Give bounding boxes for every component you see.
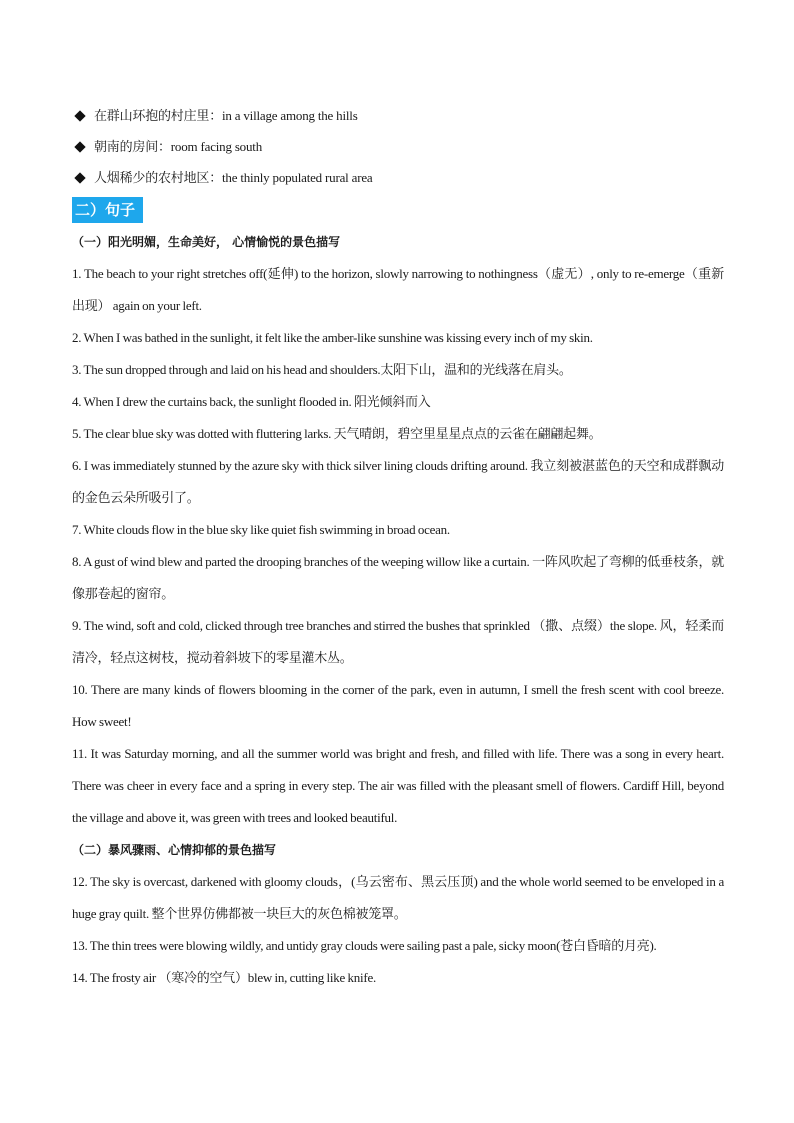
list-item — [72, 162, 724, 193]
sentence-item: 11. It was Saturday morning, and all the summer world was bright and fresh, and filled with life. There was a song in every heart. There was cheer in every face and a spring in every step. The air was filled with the pleasant smell of flowers. Cardiff Hill, beyond the village and above it, was green with trees and looked beautiful. — [72, 746, 724, 825]
sentence-item: 5. The clear blue sky was dotted with fluttering larks. 天气晴朗，碧空里星星点点的云雀在翩翩起舞。 — [72, 426, 602, 441]
sentence-item: 13. The thin trees were blowing wildly, and untidy gray clouds were sailing past a pale, sicky moon(苍白昏暗的月亮). — [72, 938, 657, 953]
phrase-text: 朝南的房间：room facing south — [94, 139, 262, 154]
sentence-item: 6. I was immediately stunned by the azure sky with thick silver lining clouds drifting around. 我立刻被湛蓝色的天空和成群飘动的金色云朵所吸引了。 — [72, 458, 724, 505]
section-title-badge: 二）句子 — [72, 197, 143, 223]
sentence-item: 1. The beach to your right stretches off(延伸) to the horizon, slowly narrowing to nothingness（虚无）, only to re-emerge（重新出现） again on your left. — [72, 266, 724, 313]
sentence-item: 8. A gust of wind blew and parted the drooping branches of the weeping willow like a curtain. 一阵风吹起了弯柳的低垂枝条，就像那卷起的窗帘。 — [72, 554, 724, 601]
subsection-stormy — [72, 834, 724, 994]
diamond-bullet-icon — [74, 110, 85, 121]
subsection-sunny — [72, 226, 724, 834]
sentence-item: 14. The frosty air （寒冷的空气）blew in, cutting like knife. — [72, 970, 376, 985]
sentence-item: 7. White clouds flow in the blue sky like quiet fish swimming in broad ocean. — [72, 522, 450, 537]
phrase-text: 在群山环抱的村庄里：in a village among the hills — [94, 108, 358, 123]
subsection-heading: （一）阳光明媚，生命美好， 心情愉悦的景色描写 — [72, 235, 341, 249]
subsection-heading: （二）暴风骤雨、心情抑郁的景色描写 — [72, 843, 277, 857]
sentence-item: 4. When I drew the curtains back, the sunlight flooded in. 阳光倾斜而入 — [72, 394, 431, 409]
phrase-text: 人烟稀少的农村地区：the thinly populated rural area — [94, 170, 373, 185]
diamond-bullet-icon — [74, 172, 85, 183]
document-page — [72, 100, 724, 994]
list-item — [72, 100, 724, 131]
diamond-bullet-icon — [74, 141, 85, 152]
sentence-item: 3. The sun dropped through and laid on his head and shoulders.太阳下山，温和的光线落在肩头。 — [72, 362, 572, 377]
sentence-item: 2. When I was bathed in the sunlight, it felt like the amber-like sunshine was kissing every inch of my skin. — [72, 330, 593, 345]
sentence-item: 9. The wind, soft and cold, clicked through tree branches and stirred the bushes that sprinkled （撒、点缀）the slope. 风，轻柔而清冷，轻点这树枝，搅动着斜坡下的零星灌木丛。 — [72, 618, 724, 665]
sentence-item: 10. There are many kinds of flowers blooming in the corner of the park, even in autumn, I smell the fresh scent with cool breeze. How sweet! — [72, 682, 724, 729]
list-item — [72, 131, 724, 162]
sentence-item: 12. The sky is overcast, darkened with gloomy clouds，(乌云密布、黑云压顶) and the whole world seemed to be enveloped in a huge gray quilt. 整个世界仿佛都被一块巨大的灰色棉被笼罩。 — [72, 874, 724, 921]
phrase-list — [72, 100, 724, 193]
